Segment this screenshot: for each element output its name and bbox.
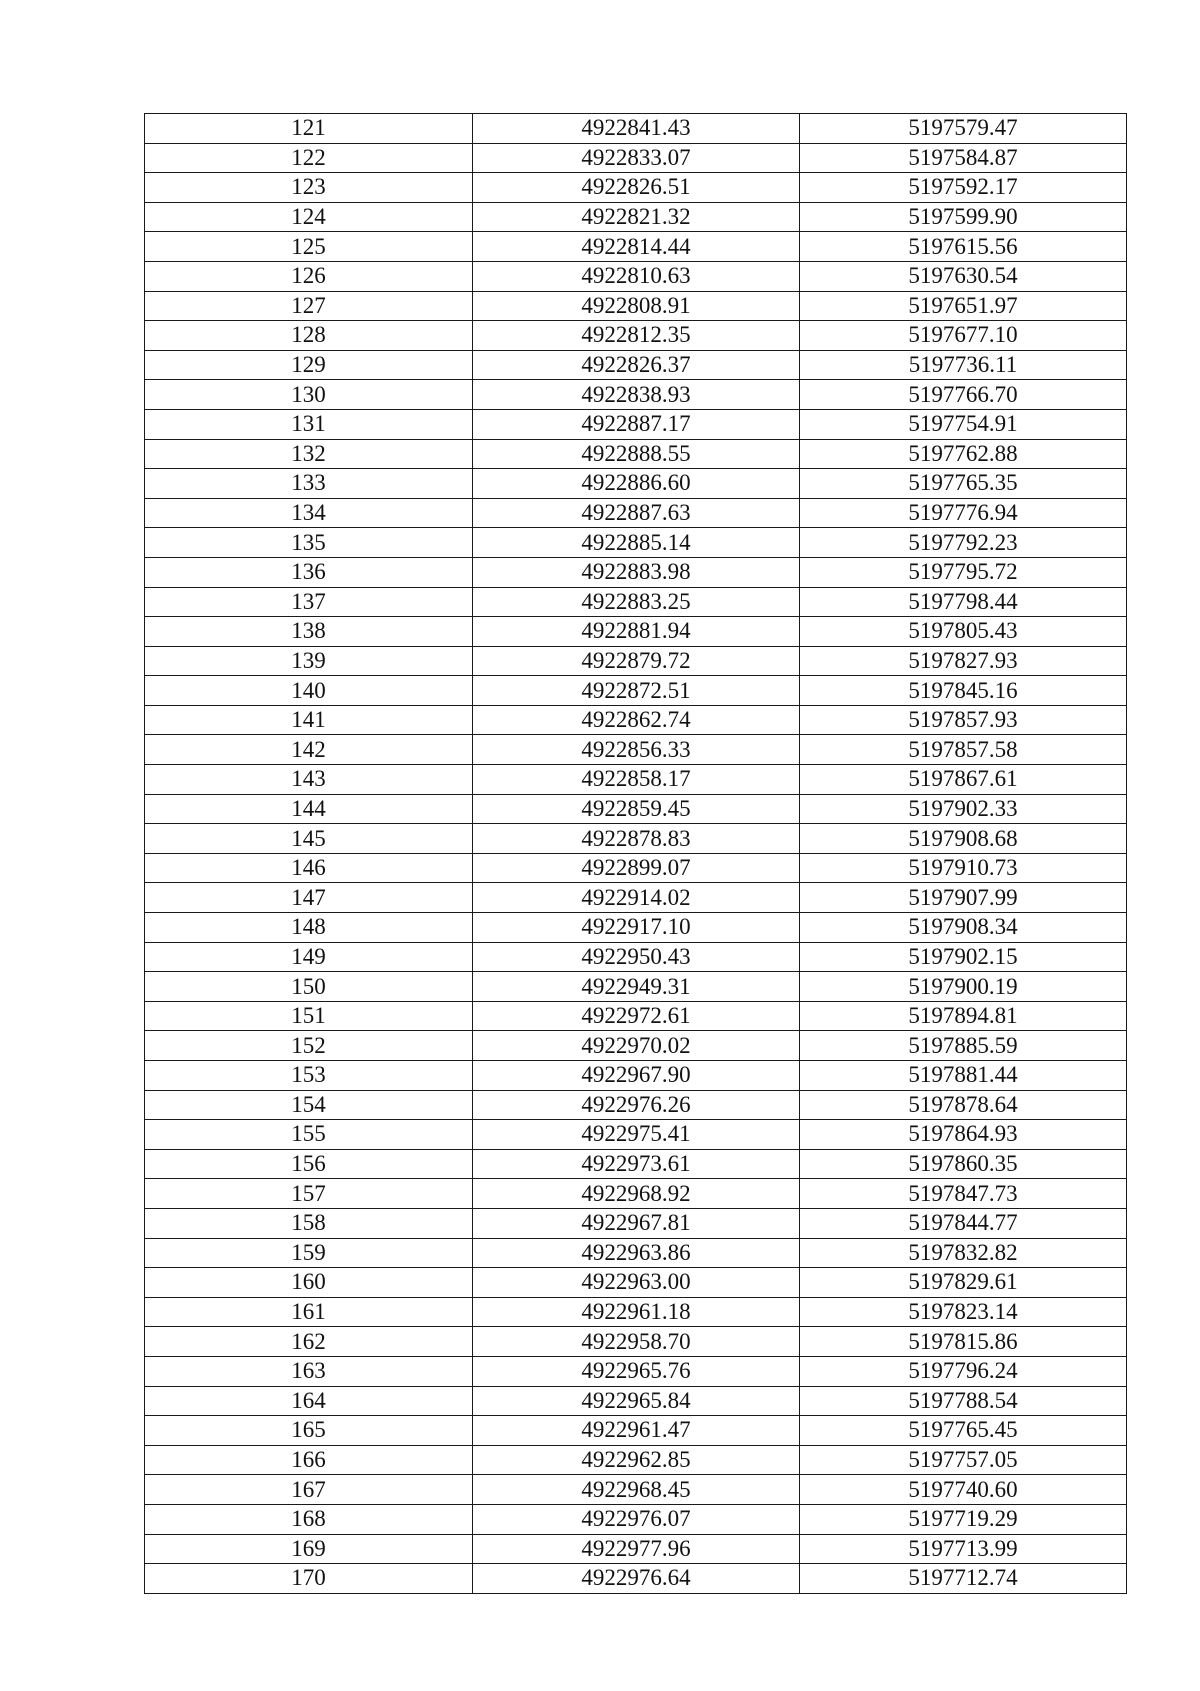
table-row xyxy=(145,143,1127,173)
table-row xyxy=(145,232,1127,262)
table-row xyxy=(145,202,1127,232)
coordinate-y-cell: 5197845.16 xyxy=(800,676,1127,706)
table-row xyxy=(145,1090,1127,1120)
point-number-cell: 162 xyxy=(145,1327,473,1357)
table-row xyxy=(145,291,1127,321)
table-row xyxy=(145,853,1127,883)
coordinate-y-cell: 5197907.99 xyxy=(800,883,1127,913)
coordinate-y-cell: 5197796.24 xyxy=(800,1356,1127,1386)
table-row xyxy=(145,705,1127,735)
table-row xyxy=(145,1416,1127,1446)
coordinate-x-cell: 4922810.63 xyxy=(473,261,800,291)
coordinate-y-cell: 5197766.70 xyxy=(800,380,1127,410)
coordinate-x-cell: 4922967.81 xyxy=(473,1208,800,1238)
point-number-cell: 165 xyxy=(145,1416,473,1446)
coordinate-y-cell: 5197754.91 xyxy=(800,409,1127,439)
coordinate-x-cell: 4922973.61 xyxy=(473,1149,800,1179)
coordinate-y-cell: 5197776.94 xyxy=(800,498,1127,528)
point-number-cell: 163 xyxy=(145,1356,473,1386)
coordinate-y-cell: 5197630.54 xyxy=(800,261,1127,291)
coordinate-y-cell: 5197878.64 xyxy=(800,1090,1127,1120)
table-row xyxy=(145,1179,1127,1209)
coordinate-y-cell: 5197844.77 xyxy=(800,1208,1127,1238)
coordinate-x-cell: 4922841.43 xyxy=(473,114,800,144)
point-number-cell: 136 xyxy=(145,557,473,587)
coordinate-y-cell: 5197584.87 xyxy=(800,143,1127,173)
point-number-cell: 158 xyxy=(145,1208,473,1238)
coordinate-x-cell: 4922856.33 xyxy=(473,735,800,765)
coordinate-y-cell: 5197579.47 xyxy=(800,114,1127,144)
point-number-cell: 145 xyxy=(145,824,473,854)
point-number-cell: 154 xyxy=(145,1090,473,1120)
point-number-cell: 146 xyxy=(145,853,473,883)
point-number-cell: 153 xyxy=(145,1061,473,1091)
coordinate-x-cell: 4922887.63 xyxy=(473,498,800,528)
table-row xyxy=(145,735,1127,765)
coordinate-y-cell: 5197757.05 xyxy=(800,1445,1127,1475)
coordinates-table xyxy=(144,113,1127,1594)
coordinate-y-cell: 5197857.58 xyxy=(800,735,1127,765)
table-row xyxy=(145,1564,1127,1594)
point-number-cell: 149 xyxy=(145,942,473,972)
coordinate-y-cell: 5197765.45 xyxy=(800,1416,1127,1446)
coordinate-y-cell: 5197592.17 xyxy=(800,173,1127,203)
coordinate-x-cell: 4922862.74 xyxy=(473,705,800,735)
point-number-cell: 138 xyxy=(145,617,473,647)
coordinate-x-cell: 4922872.51 xyxy=(473,676,800,706)
coordinate-y-cell: 5197651.97 xyxy=(800,291,1127,321)
coordinate-x-cell: 4922814.44 xyxy=(473,232,800,262)
table-row xyxy=(145,321,1127,351)
coordinate-x-cell: 4922887.17 xyxy=(473,409,800,439)
point-number-cell: 161 xyxy=(145,1297,473,1327)
coordinate-x-cell: 4922965.84 xyxy=(473,1386,800,1416)
table-row xyxy=(145,676,1127,706)
point-number-cell: 170 xyxy=(145,1564,473,1594)
table-row xyxy=(145,1238,1127,1268)
point-number-cell: 143 xyxy=(145,765,473,795)
coordinate-x-cell: 4922899.07 xyxy=(473,853,800,883)
coordinate-y-cell: 5197900.19 xyxy=(800,972,1127,1002)
table-row xyxy=(145,498,1127,528)
point-number-cell: 157 xyxy=(145,1179,473,1209)
coordinate-x-cell: 4922949.31 xyxy=(473,972,800,1002)
table-row xyxy=(145,587,1127,617)
table-row xyxy=(145,1445,1127,1475)
coordinate-y-cell: 5197860.35 xyxy=(800,1149,1127,1179)
coordinate-y-cell: 5197881.44 xyxy=(800,1061,1127,1091)
point-number-cell: 160 xyxy=(145,1268,473,1298)
coordinate-y-cell: 5197599.90 xyxy=(800,202,1127,232)
point-number-cell: 167 xyxy=(145,1475,473,1505)
coordinate-x-cell: 4922826.37 xyxy=(473,350,800,380)
table-row xyxy=(145,824,1127,854)
point-number-cell: 130 xyxy=(145,380,473,410)
coordinate-x-cell: 4922977.96 xyxy=(473,1534,800,1564)
coordinate-y-cell: 5197908.68 xyxy=(800,824,1127,854)
coordinate-x-cell: 4922886.60 xyxy=(473,469,800,499)
point-number-cell: 164 xyxy=(145,1386,473,1416)
coordinate-x-cell: 4922950.43 xyxy=(473,942,800,972)
coordinate-x-cell: 4922961.47 xyxy=(473,1416,800,1446)
table-row xyxy=(145,1297,1127,1327)
point-number-cell: 144 xyxy=(145,794,473,824)
coordinate-y-cell: 5197857.93 xyxy=(800,705,1127,735)
coordinate-y-cell: 5197864.93 xyxy=(800,1120,1127,1150)
coordinate-y-cell: 5197902.33 xyxy=(800,794,1127,824)
point-number-cell: 142 xyxy=(145,735,473,765)
coordinate-y-cell: 5197736.11 xyxy=(800,350,1127,380)
coordinate-x-cell: 4922972.61 xyxy=(473,1001,800,1031)
coordinate-x-cell: 4922968.92 xyxy=(473,1179,800,1209)
point-number-cell: 152 xyxy=(145,1031,473,1061)
coordinate-x-cell: 4922961.18 xyxy=(473,1297,800,1327)
point-number-cell: 169 xyxy=(145,1534,473,1564)
point-number-cell: 133 xyxy=(145,469,473,499)
coordinate-y-cell: 5197805.43 xyxy=(800,617,1127,647)
coordinate-x-cell: 4922976.64 xyxy=(473,1564,800,1594)
coordinate-x-cell: 4922963.86 xyxy=(473,1238,800,1268)
point-number-cell: 131 xyxy=(145,409,473,439)
point-number-cell: 123 xyxy=(145,173,473,203)
coordinate-x-cell: 4922881.94 xyxy=(473,617,800,647)
coordinate-y-cell: 5197795.72 xyxy=(800,557,1127,587)
table-row xyxy=(145,1268,1127,1298)
coordinate-x-cell: 4922958.70 xyxy=(473,1327,800,1357)
coordinate-x-cell: 4922878.83 xyxy=(473,824,800,854)
table-row xyxy=(145,1208,1127,1238)
point-number-cell: 140 xyxy=(145,676,473,706)
table-row xyxy=(145,409,1127,439)
coordinate-x-cell: 4922879.72 xyxy=(473,646,800,676)
coordinate-y-cell: 5197788.54 xyxy=(800,1386,1127,1416)
table-row xyxy=(145,114,1127,144)
table-row xyxy=(145,1475,1127,1505)
point-number-cell: 128 xyxy=(145,321,473,351)
point-number-cell: 156 xyxy=(145,1149,473,1179)
coordinate-x-cell: 4922975.41 xyxy=(473,1120,800,1150)
coordinate-y-cell: 5197713.99 xyxy=(800,1534,1127,1564)
coordinate-y-cell: 5197792.23 xyxy=(800,528,1127,558)
table-row xyxy=(145,380,1127,410)
table-row xyxy=(145,1031,1127,1061)
point-number-cell: 134 xyxy=(145,498,473,528)
coordinate-x-cell: 4922917.10 xyxy=(473,913,800,943)
coordinate-y-cell: 5197832.82 xyxy=(800,1238,1127,1268)
table-row xyxy=(145,942,1127,972)
point-number-cell: 150 xyxy=(145,972,473,1002)
coordinate-x-cell: 4922962.85 xyxy=(473,1445,800,1475)
coordinate-x-cell: 4922976.07 xyxy=(473,1504,800,1534)
point-number-cell: 166 xyxy=(145,1445,473,1475)
point-number-cell: 122 xyxy=(145,143,473,173)
table-row xyxy=(145,765,1127,795)
coordinate-y-cell: 5197712.74 xyxy=(800,1564,1127,1594)
point-number-cell: 132 xyxy=(145,439,473,469)
coordinate-y-cell: 5197765.35 xyxy=(800,469,1127,499)
coordinate-x-cell: 4922968.45 xyxy=(473,1475,800,1505)
point-number-cell: 151 xyxy=(145,1001,473,1031)
table-row xyxy=(145,439,1127,469)
coordinate-x-cell: 4922883.25 xyxy=(473,587,800,617)
table-row xyxy=(145,557,1127,587)
coordinate-y-cell: 5197902.15 xyxy=(800,942,1127,972)
coordinate-y-cell: 5197867.61 xyxy=(800,765,1127,795)
table-row xyxy=(145,646,1127,676)
coordinate-x-cell: 4922808.91 xyxy=(473,291,800,321)
coordinate-y-cell: 5197740.60 xyxy=(800,1475,1127,1505)
point-number-cell: 141 xyxy=(145,705,473,735)
point-number-cell: 126 xyxy=(145,261,473,291)
point-number-cell: 129 xyxy=(145,350,473,380)
point-number-cell: 159 xyxy=(145,1238,473,1268)
point-number-cell: 125 xyxy=(145,232,473,262)
coordinate-x-cell: 4922821.32 xyxy=(473,202,800,232)
table-row xyxy=(145,883,1127,913)
table-row xyxy=(145,469,1127,499)
table-row xyxy=(145,1504,1127,1534)
table-row xyxy=(145,1386,1127,1416)
table-row xyxy=(145,1327,1127,1357)
point-number-cell: 147 xyxy=(145,883,473,913)
table-row xyxy=(145,528,1127,558)
coordinate-y-cell: 5197847.73 xyxy=(800,1179,1127,1209)
coordinate-x-cell: 4922885.14 xyxy=(473,528,800,558)
coordinate-y-cell: 5197885.59 xyxy=(800,1031,1127,1061)
coordinate-x-cell: 4922976.26 xyxy=(473,1090,800,1120)
coordinate-y-cell: 5197762.88 xyxy=(800,439,1127,469)
coordinate-y-cell: 5197823.14 xyxy=(800,1297,1127,1327)
table-row xyxy=(145,913,1127,943)
coordinate-y-cell: 5197615.56 xyxy=(800,232,1127,262)
table-row xyxy=(145,350,1127,380)
table-row xyxy=(145,1356,1127,1386)
coordinate-y-cell: 5197798.44 xyxy=(800,587,1127,617)
coordinate-x-cell: 4922838.93 xyxy=(473,380,800,410)
point-number-cell: 139 xyxy=(145,646,473,676)
coordinate-y-cell: 5197908.34 xyxy=(800,913,1127,943)
coordinate-y-cell: 5197677.10 xyxy=(800,321,1127,351)
point-number-cell: 148 xyxy=(145,913,473,943)
coordinate-y-cell: 5197815.86 xyxy=(800,1327,1127,1357)
point-number-cell: 168 xyxy=(145,1504,473,1534)
table-row xyxy=(145,1061,1127,1091)
coordinate-x-cell: 4922888.55 xyxy=(473,439,800,469)
point-number-cell: 137 xyxy=(145,587,473,617)
table-row xyxy=(145,972,1127,1002)
point-number-cell: 155 xyxy=(145,1120,473,1150)
table-row xyxy=(145,1120,1127,1150)
coordinate-x-cell: 4922963.00 xyxy=(473,1268,800,1298)
point-number-cell: 135 xyxy=(145,528,473,558)
coordinate-x-cell: 4922833.07 xyxy=(473,143,800,173)
point-number-cell: 124 xyxy=(145,202,473,232)
table-row xyxy=(145,617,1127,647)
point-number-cell: 121 xyxy=(145,114,473,144)
table-row xyxy=(145,173,1127,203)
table-row xyxy=(145,1149,1127,1179)
table-row xyxy=(145,794,1127,824)
coordinates-table-body xyxy=(145,114,1127,1594)
table-row xyxy=(145,261,1127,291)
coordinate-y-cell: 5197719.29 xyxy=(800,1504,1127,1534)
coordinate-x-cell: 4922970.02 xyxy=(473,1031,800,1061)
coordinate-y-cell: 5197829.61 xyxy=(800,1268,1127,1298)
coordinate-x-cell: 4922858.17 xyxy=(473,765,800,795)
coordinate-y-cell: 5197894.81 xyxy=(800,1001,1127,1031)
coordinate-x-cell: 4922967.90 xyxy=(473,1061,800,1091)
coordinate-y-cell: 5197910.73 xyxy=(800,853,1127,883)
coordinate-x-cell: 4922859.45 xyxy=(473,794,800,824)
coordinate-x-cell: 4922812.35 xyxy=(473,321,800,351)
table-row xyxy=(145,1001,1127,1031)
point-number-cell: 127 xyxy=(145,291,473,321)
coordinate-x-cell: 4922965.76 xyxy=(473,1356,800,1386)
coordinate-x-cell: 4922883.98 xyxy=(473,557,800,587)
coordinate-y-cell: 5197827.93 xyxy=(800,646,1127,676)
table-row xyxy=(145,1534,1127,1564)
coordinate-x-cell: 4922826.51 xyxy=(473,173,800,203)
coordinate-x-cell: 4922914.02 xyxy=(473,883,800,913)
